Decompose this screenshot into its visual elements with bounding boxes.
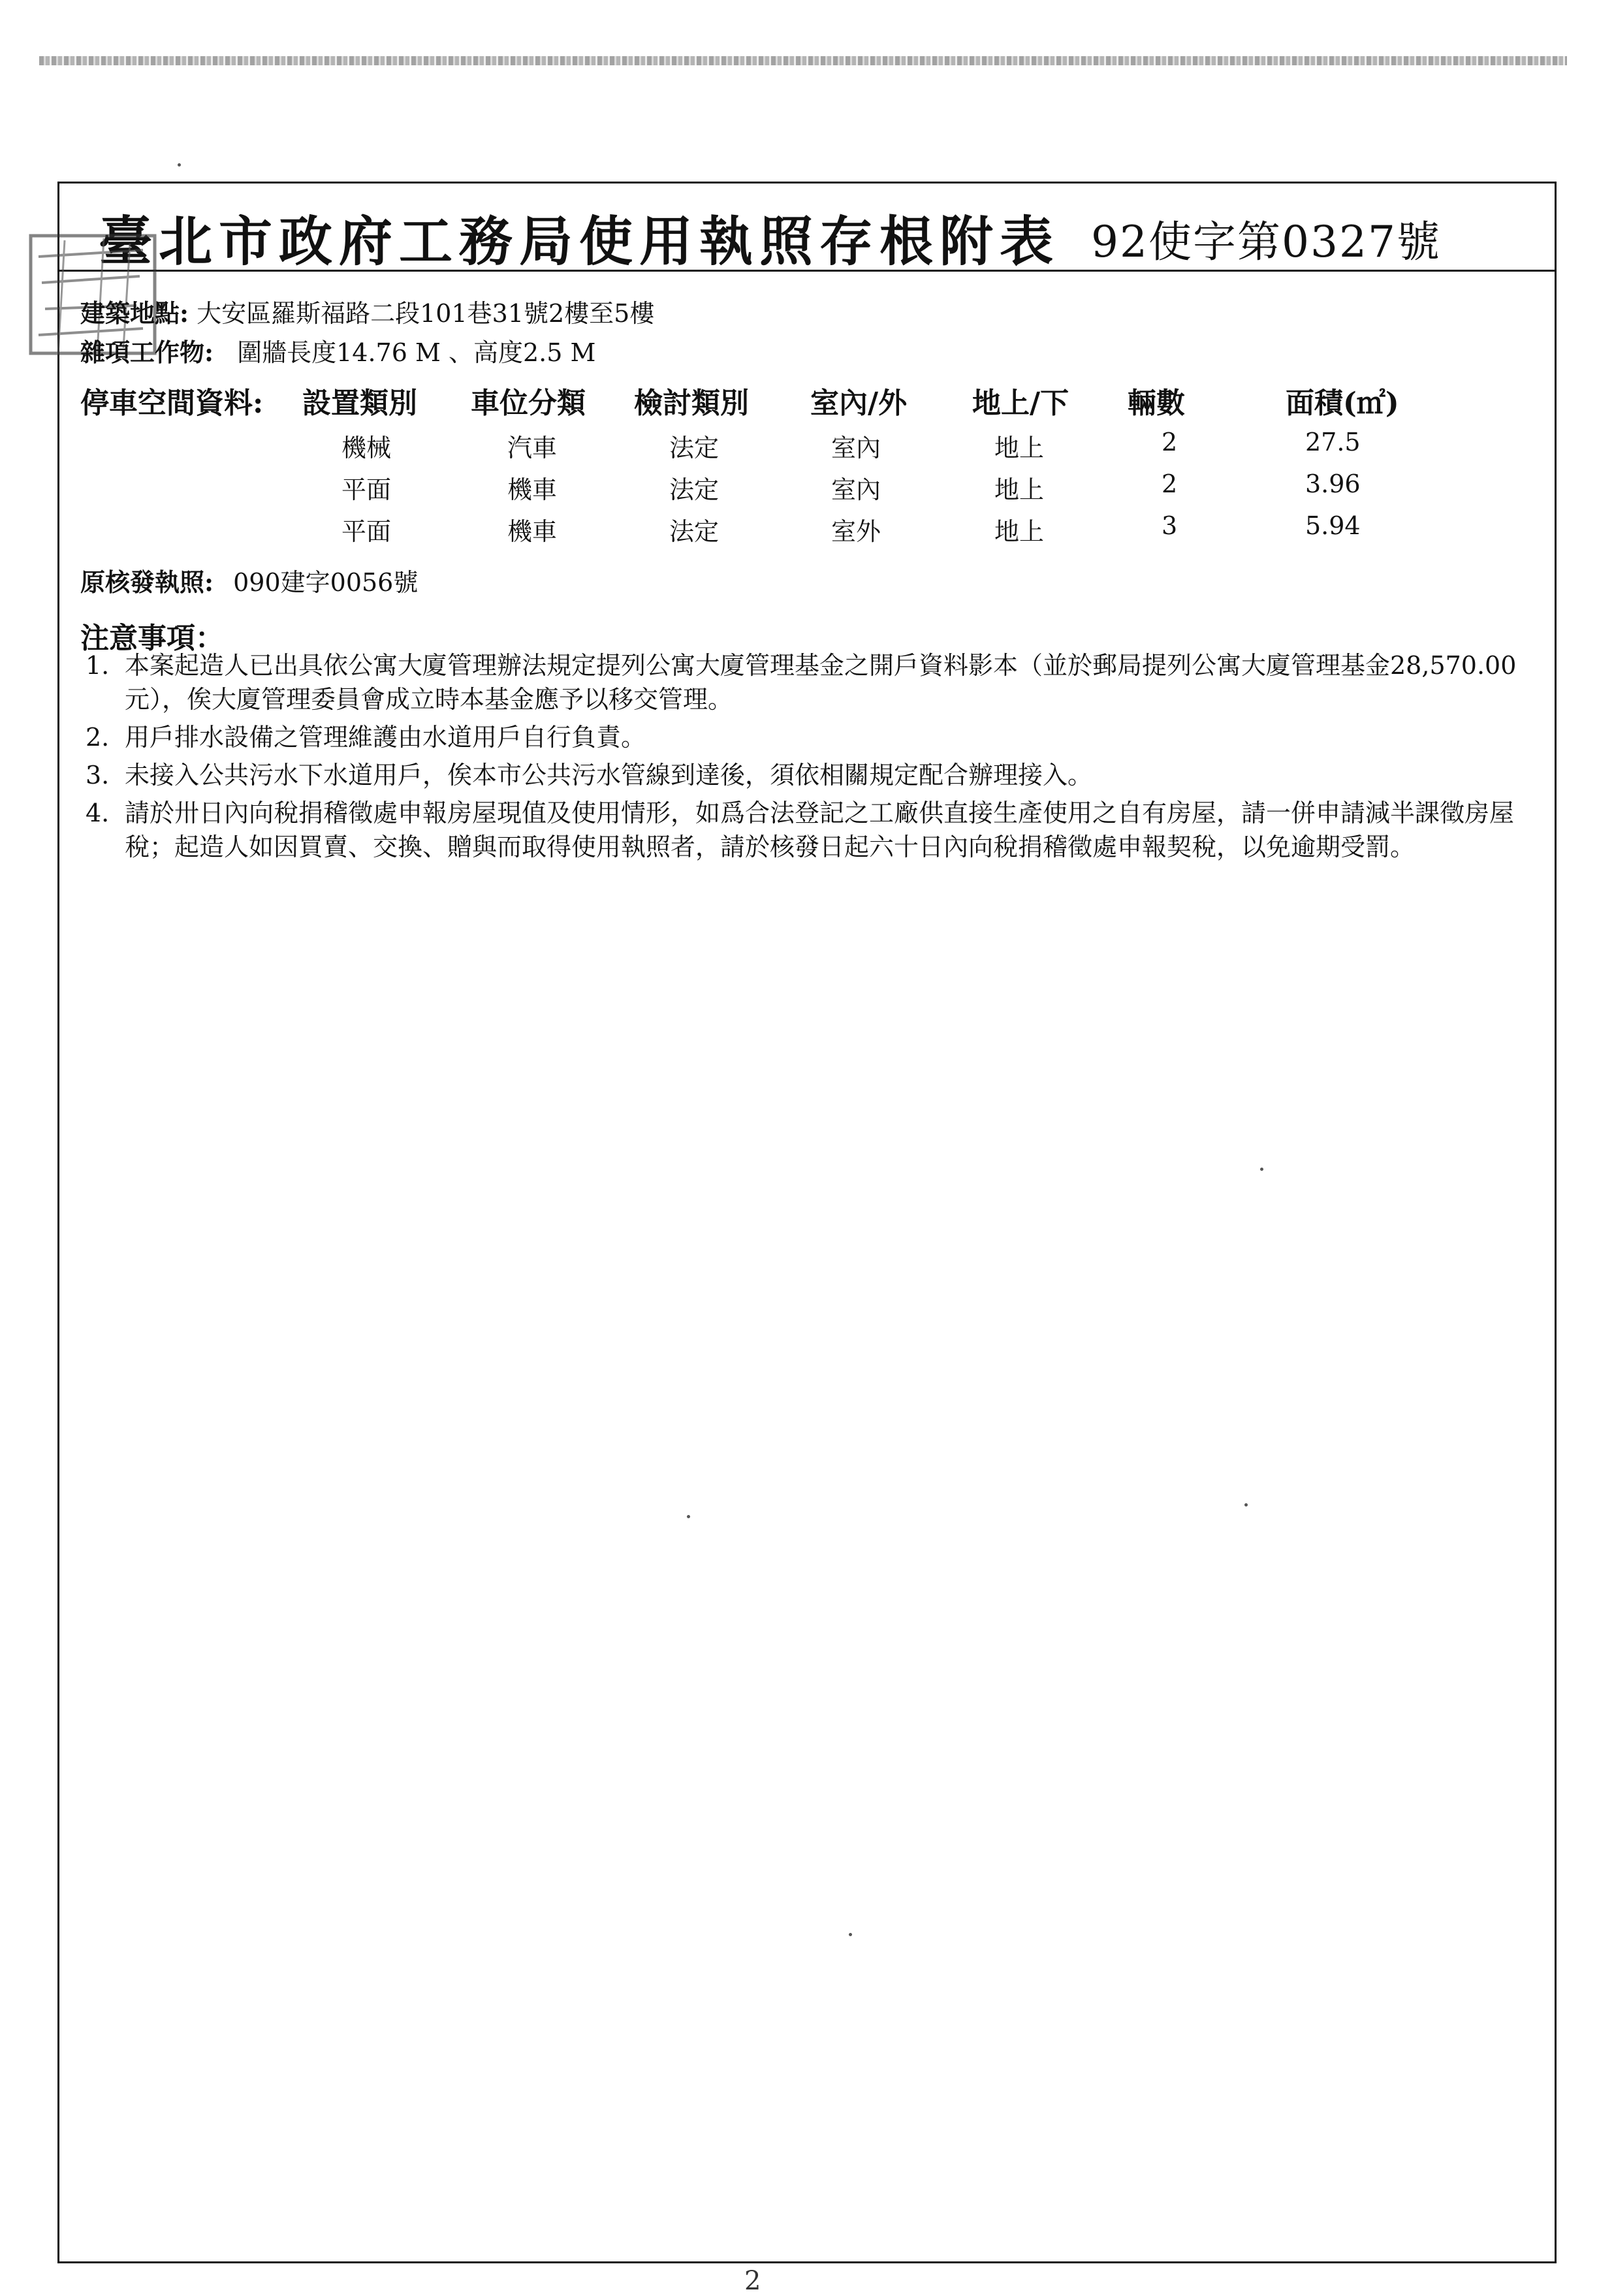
table-cell: 機車 [507, 517, 558, 546]
parking-col-header: 設置類別 [302, 387, 417, 420]
document-frame [57, 182, 1557, 2263]
table-cell: 地上 [994, 517, 1045, 546]
original-license-row [80, 562, 418, 598]
building-location-value: 大安區羅斯福路二段101巷31號2樓至5樓 [197, 299, 655, 328]
building-location-label: 建築地點: [80, 298, 189, 328]
parking-col-header: 地上/下 [972, 387, 1069, 420]
table-cell: 室外 [831, 517, 881, 546]
table-cell: 法定 [669, 434, 720, 462]
note-text: 未接入公共污水下水道用戶，俟本市公共污水管線到達後，須依相關規定配合辦理接入。 [125, 761, 1093, 789]
scan-speck [849, 1933, 852, 1936]
table-cell: 地上 [994, 475, 1045, 504]
misc-structure-label: 雜項工作物: [80, 338, 214, 367]
table-cell: 2 [1162, 428, 1178, 456]
table-cell: 法定 [669, 475, 720, 504]
list-item [80, 758, 1536, 792]
note-text: 請於卅日內向稅捐稽徵處申報房屋現值及使用情形，如爲合法登記之工廠供直接生產使用之自有房屋，請一併申請減半課徵房屋稅；起造人如因買賣、交換、贈與而取得使用執照者，請於核發日起六十日內向稅捐稽徵處申報契稅，以免逾期受罰。 [125, 799, 1515, 861]
list-item [80, 648, 1536, 716]
table-cell: 27.5 [1305, 428, 1361, 456]
note-number: 4. [86, 799, 110, 827]
misc-structure-row [80, 332, 595, 368]
original-license-value: 090建字0056號 [233, 568, 419, 597]
table-cell: 地上 [994, 434, 1045, 462]
parking-label: 停車空間資料: [80, 387, 264, 420]
notes-title: 注意事項： [80, 622, 224, 655]
scan-speck [1260, 1168, 1263, 1171]
parking-col-header: 車位分類 [471, 387, 586, 420]
table-cell: 3.96 [1305, 470, 1361, 498]
note-number: 2. [86, 723, 110, 752]
title-divider [59, 270, 1555, 272]
misc-structure-value: 圍牆長度14.76 M 、高度2.5 M [237, 338, 596, 367]
parking-col-header: 檢討類別 [634, 387, 749, 420]
scan-speck [178, 163, 181, 167]
note-text: 用戶排水設備之管理維護由水道用戶自行負責。 [125, 723, 646, 752]
table-cell: 室內 [831, 475, 881, 504]
parking-col-header: 輛數 [1128, 387, 1185, 420]
table-cell: 機械 [341, 434, 392, 462]
table-cell: 3 [1162, 511, 1178, 540]
scan-speck [687, 1515, 690, 1518]
scan-artifact-top [39, 56, 1567, 65]
notes-list [80, 648, 1536, 868]
scan-speck [1244, 1503, 1248, 1507]
table-cell: 室內 [831, 434, 881, 462]
list-item [80, 720, 1536, 754]
table-cell: 平面 [341, 475, 392, 504]
table-cell: 2 [1162, 470, 1178, 498]
document-title: 臺北市政府工務局使用執照存根附表 [99, 210, 1060, 273]
original-license-label: 原核發執照: [80, 567, 214, 597]
table-cell: 法定 [669, 517, 720, 546]
note-text: 本案起造人已出具依公寓大廈管理辦法規定提列公寓大廈管理基金之開戶資料影本（並於郵局提列公寓大廈管理基金28,570.00元），俟大廈管理委員會成立時本基金應予以移交管理。 [125, 651, 1517, 714]
parking-col-header: 室內/外 [810, 387, 908, 420]
page-number: 2 [744, 2266, 761, 2296]
note-number: 1. [86, 651, 110, 680]
parking-col-header: 面積(㎡) [1286, 387, 1399, 420]
table-cell: 5.94 [1305, 511, 1361, 540]
building-location-row [80, 293, 654, 329]
note-number: 3. [86, 761, 110, 789]
table-cell: 汽車 [507, 434, 558, 462]
table-cell: 機車 [507, 475, 558, 504]
table-cell: 平面 [341, 517, 392, 546]
permit-number: 92使字第0327號 [1091, 217, 1441, 267]
list-item [80, 796, 1536, 864]
